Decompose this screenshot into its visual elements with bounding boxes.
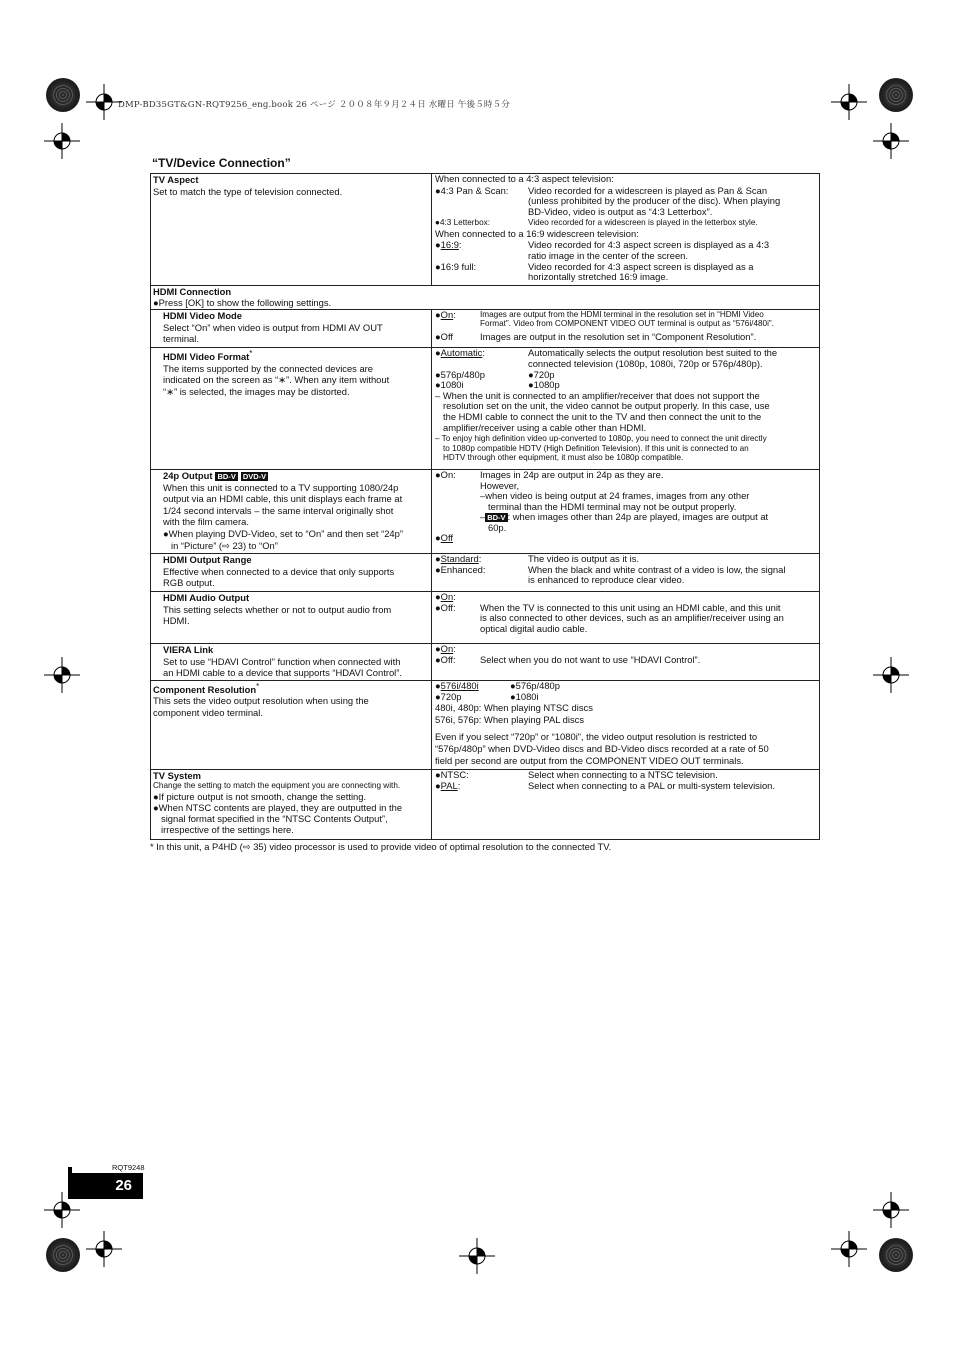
option-label: ●Off: xyxy=(435,601,456,613)
row-description: Select “On” when video is output from HDMI AV OUT xyxy=(163,321,383,333)
row-description: HDMI. xyxy=(163,615,190,627)
row-description: signal format specified in the “NTSC Contents Output”, xyxy=(161,813,388,825)
option-text: Automatically selects the output resolution best suited to the xyxy=(528,347,778,358)
option-label: ●Off: xyxy=(435,653,456,665)
option-label: ●576p/480p xyxy=(510,680,560,691)
option-text: connected television (1080p, 1080i, 720p or 576p/480p). xyxy=(528,357,763,369)
option-text: Select when connecting to a PAL or multi-system television. xyxy=(528,779,775,791)
option-text: Video recorded for a widescreen is played as Pan & Scan xyxy=(528,184,768,196)
row-title: Component Resolution xyxy=(153,684,257,696)
column-divider xyxy=(431,681,432,769)
row-viera-link xyxy=(151,643,819,680)
row-description: in “Picture” (⇨ 23) to “On” xyxy=(171,539,278,551)
section-title: “TV/Device Connection” xyxy=(152,156,291,170)
option-row xyxy=(435,370,817,381)
row-description: The items supported by the connected devices are xyxy=(163,362,374,374)
option-label: ●Off xyxy=(435,330,453,342)
option-text: Format”. Video from COMPONENT VIDEO OUT terminal is output as “576i/480i”. xyxy=(480,319,774,329)
column-divider xyxy=(431,174,432,285)
row-description: ●Press [OK] to show the following settings. xyxy=(153,297,332,309)
option-off xyxy=(435,655,817,666)
option-text: BD-Video, video is output as “4:3 Letterbox”. xyxy=(528,205,713,217)
crosshair-icon xyxy=(831,1231,867,1267)
option-text: Video recorded for a widescreen is played in the letterbox style. xyxy=(528,218,758,228)
row-hdmi-audio-output xyxy=(151,591,819,643)
option-text: –when video is being output at 24 frames, images from any other xyxy=(480,490,750,502)
crosshair-icon xyxy=(459,1238,495,1274)
footnote-mark: * xyxy=(256,682,260,691)
option-text: When the TV is connected to this unit using an HDMI cable, and this unit xyxy=(480,601,781,613)
option-text: 60p. xyxy=(488,521,507,533)
option-text: optical digital audio cable. xyxy=(480,622,588,634)
colon: : xyxy=(458,239,462,251)
row-title: HDMI Connection xyxy=(153,286,232,297)
option-text: Video recorded for 4:3 aspect screen is displayed as a 4:3 xyxy=(528,239,770,251)
row-description: RGB output. xyxy=(163,577,215,589)
option-label: ●4:3 Pan & Scan: xyxy=(435,184,509,196)
option-text: ratio image in the center of the screen. xyxy=(528,249,688,261)
setting-text: “576p/480p” when DVD-Video discs and BD-Video discs recorded at a rate of 50 xyxy=(435,742,769,754)
column-divider xyxy=(431,554,432,591)
row-title: 24p Output xyxy=(163,470,213,481)
registration-dot-tl xyxy=(46,78,80,112)
page-number: 26 xyxy=(68,1173,143,1199)
option-label: ●720p xyxy=(528,368,555,380)
row-description: with the film camera. xyxy=(163,516,249,528)
column-divider xyxy=(431,592,432,643)
note-text: – When the unit is connected to an amplifier/receiver that does not support the xyxy=(435,389,760,401)
note-text: – To enjoy high definition video up-converted to 1080p, you need to connect the unit directly xyxy=(435,434,767,444)
option-label: PAL xyxy=(440,779,458,791)
crosshair-icon xyxy=(831,84,867,120)
option-text: is also connected to other devices, such as an amplifier/receiver using an xyxy=(480,612,784,624)
option-label: Standard xyxy=(440,553,479,564)
footnote-mark: * xyxy=(249,349,253,358)
row-24p-output xyxy=(151,469,819,553)
option-automatic: ●Automatic: Automatically selects the output resolution best suited to the connected television (1080p, 1080i, 720p or 576p/480p). xyxy=(435,348,817,359)
setting-text: 480i, 480p: When playing NTSC discs xyxy=(435,702,593,714)
option-text: Images in 24p are output in 24p as they are. xyxy=(480,469,664,480)
option-label: ●Enhanced: xyxy=(435,563,486,575)
note-text: amplifier/receiver using a cable other than HDMI. xyxy=(443,421,647,433)
row-description: 1/24 second intervals – the same interval originally shot xyxy=(163,504,394,516)
option-on: ●On: xyxy=(435,643,456,654)
option-on: ●On: Images are output from the HDMI terminal in the resolution set in “HDMI Video Format”. Video from COMPONENT VIDEO OUT terminal is output as “576i/480i”. xyxy=(435,310,817,321)
row-description: ●When playing DVD-Video, set to “On” and then set “24p” xyxy=(163,527,403,539)
option-pal: ●PAL: Select when connecting to a PAL or multi-system television. xyxy=(435,781,817,792)
option-label: ●NTSC: xyxy=(435,769,469,780)
column-divider xyxy=(431,348,432,469)
option-off xyxy=(435,332,817,343)
option-on: ●On: xyxy=(435,591,456,602)
row-description: Set to match the type of television connected. xyxy=(153,186,343,198)
crosshair-icon xyxy=(44,123,80,159)
crosshair-icon xyxy=(86,84,122,120)
setting-text: When connected to a 4:3 aspect television: xyxy=(435,173,614,184)
option-text: Images are output from the HDMI terminal in the resolution set in “HDMI Video xyxy=(480,310,764,319)
row-hdmi-video-mode xyxy=(151,309,819,347)
option-label: ●1080i xyxy=(435,379,464,391)
document-code: RQT9248 xyxy=(112,1163,145,1172)
crosshair-icon xyxy=(873,123,909,159)
file-header-line: DMP-BD35GT&GN-RQT9256_eng.book 26 ページ ２００８年９月２４日 水曜日 午後５時５分 xyxy=(118,100,510,110)
row-tv-system xyxy=(151,769,819,840)
option-text: The video is output as it is. xyxy=(528,553,639,564)
row-description: Change the setting to match the equipment you are connecting with. xyxy=(153,781,401,791)
row-description: ●If picture output is not smooth, change the setting. xyxy=(153,790,367,802)
option-16-9 xyxy=(435,239,817,261)
option-label: Automatic xyxy=(440,347,483,358)
option-text: Video recorded for 4:3 aspect screen is displayed as a xyxy=(528,260,754,272)
row-tv-aspect xyxy=(151,174,819,285)
option-label: ●576p/480p xyxy=(435,368,485,380)
setting-text: Even if you select “720p” or “1080i”, the video output resolution is restricted to xyxy=(435,731,758,743)
row-title: HDMI Video Mode xyxy=(163,310,242,321)
row-component-resolution xyxy=(151,680,819,769)
row-description: “∗” is selected, the images may be distorted. xyxy=(163,385,350,397)
column-divider xyxy=(431,470,432,553)
option-text: horizontally stretched 16:9 image. xyxy=(528,271,669,283)
row-description: When this unit is connected to a TV supporting 1080/24p xyxy=(163,481,399,493)
crosshair-icon xyxy=(873,1192,909,1228)
row-description: Set to use “HDAVI Control” function when connected with xyxy=(163,655,401,667)
option-text: is enhanced to reproduce clear video. xyxy=(528,574,685,586)
option-text: : when images other than 24p are played, images are output at xyxy=(507,511,769,523)
row-hdmi-output-range xyxy=(151,553,819,591)
registration-dot-br xyxy=(879,1238,913,1272)
option-label: On xyxy=(440,643,454,654)
option-label: ●4:3 Letterbox: xyxy=(435,218,491,228)
option-enhanced xyxy=(435,563,817,586)
option-text: However, xyxy=(480,479,520,491)
row-description: ●When NTSC contents are played, they are outputted in the xyxy=(153,801,403,813)
option-letterbox xyxy=(435,218,817,227)
crosshair-icon xyxy=(873,657,909,693)
row-title: HDMI Output Range xyxy=(163,554,252,565)
option-pan-scan xyxy=(435,184,817,217)
option-text: Select when connecting to a NTSC television. xyxy=(528,769,718,780)
option-on: ●On: Images in 24p are output in 24p as they are. However, –when video is being output at 24 frames, images from any other terminal than the HDMI terminal may not be output properly. – BD-V : when images other than 24p are played, images are output at 60p. xyxy=(435,470,817,481)
row-title: HDMI Video Format xyxy=(163,351,250,363)
row-description: an HDMI cable to a device that supports “HDAVI Control”. xyxy=(163,667,402,679)
option-row xyxy=(435,380,817,391)
row-title: TV System xyxy=(153,770,201,781)
row-description: irrespective of the settings here. xyxy=(161,824,294,836)
crosshair-icon xyxy=(44,657,80,693)
option-row: ●576i/480i ●576p/480p xyxy=(435,680,560,691)
row-description: indicated on the screen as “∗”. When any item without xyxy=(163,374,390,386)
option-label: ●1080p xyxy=(528,379,560,391)
note-text: resolution set on the unit, the video cannot be output properly. In this case, use xyxy=(443,400,770,412)
row-description: terminal. xyxy=(163,333,199,345)
bd-v-badge: BD-V xyxy=(487,513,506,523)
option-row xyxy=(435,692,817,703)
bullet: ● xyxy=(435,239,441,251)
note-text: to 1080p compatible HDTV (High Definition Television). If this unit is connected to an xyxy=(443,443,749,453)
option-label: ●On: xyxy=(435,469,456,480)
crosshair-icon xyxy=(86,1231,122,1267)
option-off: ●Off xyxy=(435,531,454,543)
dvd-v-badge: DVD-V xyxy=(242,472,267,481)
row-title: HDMI Audio Output xyxy=(163,592,250,603)
option-label: ●720p xyxy=(435,690,462,702)
bd-v-badge: BD-V xyxy=(217,472,236,481)
option-16-9-full xyxy=(435,260,817,283)
option-label: ●1080i xyxy=(510,690,539,702)
row-description: This setting selects whether or not to output audio from xyxy=(163,603,392,615)
option-standard: ●Standard: The video is output as it is. xyxy=(435,554,817,565)
option-label: ●16:9 full: xyxy=(435,260,477,272)
column-divider xyxy=(431,770,432,840)
setting-text: 576i, 576p: When playing PAL discs xyxy=(435,713,585,725)
row-description: Effective when connected to a device that only supports xyxy=(163,565,395,577)
option-ntsc xyxy=(435,770,817,781)
option-text: When the black and white contrast of a video is low, the signal xyxy=(528,563,786,575)
option-label: Off xyxy=(440,531,454,543)
row-description: This sets the video output resolution when using the xyxy=(153,695,369,707)
setting-text: field per second are output from the COMPONENT VIDEO OUT terminals. xyxy=(435,754,744,766)
option-text: Select when you do not want to use “HDAVI Control”. xyxy=(480,653,701,665)
column-divider xyxy=(431,644,432,680)
row-hdmi-video-format xyxy=(151,347,819,469)
footnote: * In this unit, a P4HD (⇨ 35) video processor is used to provide video of optimal resolution to the connected TV. xyxy=(150,841,612,852)
note-text: the HDMI cable to connect the unit to the TV and then connect the unit to the xyxy=(443,410,762,422)
row-hdmi-connection xyxy=(151,285,819,309)
option-text: Images are output in the resolution set in “Component Resolution”. xyxy=(480,330,757,342)
row-title: TV Aspect xyxy=(153,174,199,185)
row-description: output via an HDMI cable, this unit displays each frame at xyxy=(163,493,403,505)
column-divider xyxy=(431,310,432,347)
note-text: HDTV through other equipment, it must also be 1080p compatible. xyxy=(443,452,684,462)
option-text: (unless prohibited by the producer of the disc). When playing xyxy=(528,195,781,207)
option-label: 16:9 xyxy=(440,239,459,251)
option-text: terminal than the HDMI terminal may not be output properly. xyxy=(488,500,737,512)
option-label: 576i/480i xyxy=(440,680,479,691)
row-description: component video terminal. xyxy=(153,706,263,718)
option-label: On xyxy=(440,309,454,320)
row-title: VIERA Link xyxy=(163,644,214,655)
settings-table xyxy=(150,173,820,840)
option-off xyxy=(435,601,817,634)
registration-dot-tr xyxy=(879,78,913,112)
setting-text: When connected to a 16:9 widescreen television: xyxy=(435,227,639,239)
registration-dot-bl xyxy=(46,1238,80,1272)
option-label: On xyxy=(440,591,454,602)
